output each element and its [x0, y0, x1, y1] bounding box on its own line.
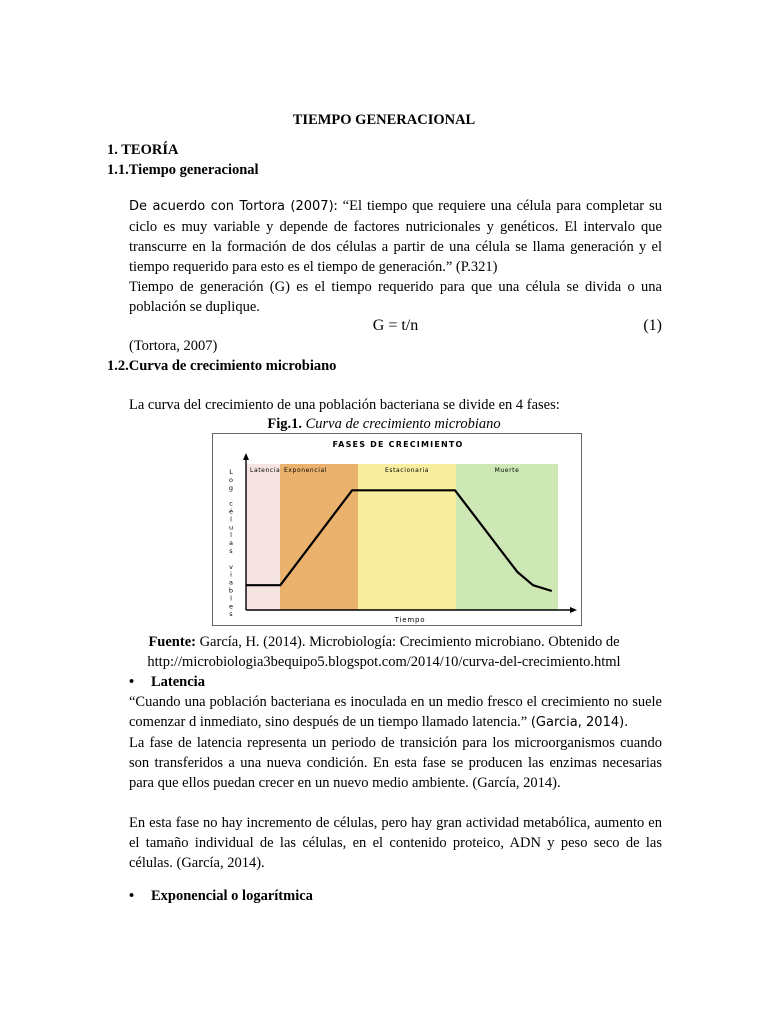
section-heading-teoria: 1. TEORÍA: [107, 142, 179, 158]
latencia-quote-cite: (Garcia, 2014).: [530, 715, 629, 730]
y-axis-label-letter: c: [229, 499, 233, 508]
subsection-heading-tiempo: 1.1.Tiempo generacional: [107, 162, 259, 178]
y-axis-label-letter: l: [230, 531, 232, 540]
source-text: García, H. (2014). Microbiología: Crecimiento microbiano. Obtenido de: [195, 634, 620, 650]
tortora-quote-paragraph: [129, 196, 662, 317]
figure-caption-text: Curva de crecimiento microbiano: [305, 416, 501, 432]
figure-caption: [0, 414, 768, 434]
y-axis-label-letter: L: [229, 468, 233, 476]
bullet-latencia: [129, 672, 205, 692]
phase-label-exponencial: Exponencial: [284, 467, 328, 474]
phase-label-latencia: Latencia: [250, 467, 281, 474]
definition-paragraph: Tiempo de generación (G) es el tiempo requerido para que una célula se divida o una población se duplique.: [129, 279, 662, 315]
quote-source: De acuerdo con Tortora (2007): [129, 199, 334, 214]
figure-source: [0, 632, 768, 652]
quote-text: : “El tiempo que requiere una célula para completar su ciclo es muy variable y depende de factores nutricionales y genéticos. El intervalo que transcurre en la formación de dos células a partir de una célula se llama generación y el tiempo requerido para esto es el tiempo de generación.” (P.321): [129, 198, 663, 275]
y-axis-label-letter: s: [229, 547, 233, 555]
y-axis-label-letter: v: [229, 562, 233, 571]
subsection-heading-curva: 1.2.Curva de crecimiento microbiano: [107, 358, 337, 374]
phase-label-estacionaria: Estacionaria: [384, 467, 430, 474]
equation-number: (1): [643, 317, 662, 334]
growth-chart-frame: [212, 433, 582, 626]
phase-band-exponencial: [280, 464, 358, 610]
y-axis-label-letter: s: [229, 610, 233, 619]
x-axis-label: Tiempo: [394, 616, 426, 624]
y-axis-label-letter: a: [229, 539, 233, 548]
y-axis-label-letter: u: [228, 523, 234, 532]
latencia-heading: Latencia: [151, 674, 205, 690]
figure-label: Fig.1.: [267, 416, 302, 432]
y-axis-label-letter: l: [230, 515, 232, 524]
source-url: http://microbiologia3bequipo5.blogspot.com/2014/10/curva-del-crecimiento.html: [147, 654, 621, 670]
latencia-quote-paragraph: [129, 692, 662, 733]
y-axis-label-letter: i: [230, 570, 232, 579]
latencia-paragraph-2: La fase de latencia representa un periodo de transición para los microorganismos cuando son transferidos a una nueva condición. En esta fase se producen las enzimas necesarias para que ellos puedan crecer en un nuevo medio ambiente. (García, 2014).: [129, 735, 662, 791]
bullet-exponencial: [129, 886, 313, 906]
bullet-icon: •: [129, 888, 135, 904]
y-axis-arrow: [243, 453, 249, 460]
y-axis-label-letter: e: [229, 602, 233, 611]
growth-chart: [213, 434, 581, 625]
equation: G = t/n: [372, 317, 419, 334]
exponencial-heading: Exponencial o logarítmica: [151, 888, 313, 904]
curve-intro: La curva del crecimiento de una población bacteriana se divide en 4 fases:: [129, 397, 560, 413]
phase-band-estacionaria: [358, 464, 456, 610]
y-axis-label-letter: o: [229, 475, 233, 484]
latencia-body: [129, 692, 662, 873]
y-axis-label-letter: g: [228, 483, 234, 492]
equation-row: [129, 316, 662, 338]
y-axis-label-letter: é: [229, 507, 233, 516]
y-axis-label-letter: a: [229, 578, 233, 587]
x-axis-arrow: [570, 607, 577, 613]
latencia-paragraph-3: En esta fase no hay incremento de células, pero hay gran actividad metabólica, aumento en el tamaño individual de las células, en el contenido proteico, ADN y peso seco de las células. (García, 2014).: [129, 815, 662, 871]
equation-citation: (Tortora, 2007): [129, 338, 218, 354]
phase-band-latencia: [246, 464, 280, 610]
page-title: TIEMPO GENERACIONAL: [292, 112, 476, 128]
source-label: Fuente:: [148, 634, 196, 650]
chart-title: FASES DE CRECIMIENTO: [332, 440, 464, 449]
y-axis-label-letter: b: [228, 586, 234, 595]
latencia-quote: “Cuando una población bacteriana es inoculada en un medio fresco el crecimiento no suele comenzar d inmediato, sino después de un tiempo llamado latencia.”: [129, 694, 662, 730]
phase-label-muerte: Muerte: [494, 467, 520, 474]
y-axis-label-letter: l: [230, 594, 232, 603]
bullet-icon: •: [129, 674, 135, 690]
